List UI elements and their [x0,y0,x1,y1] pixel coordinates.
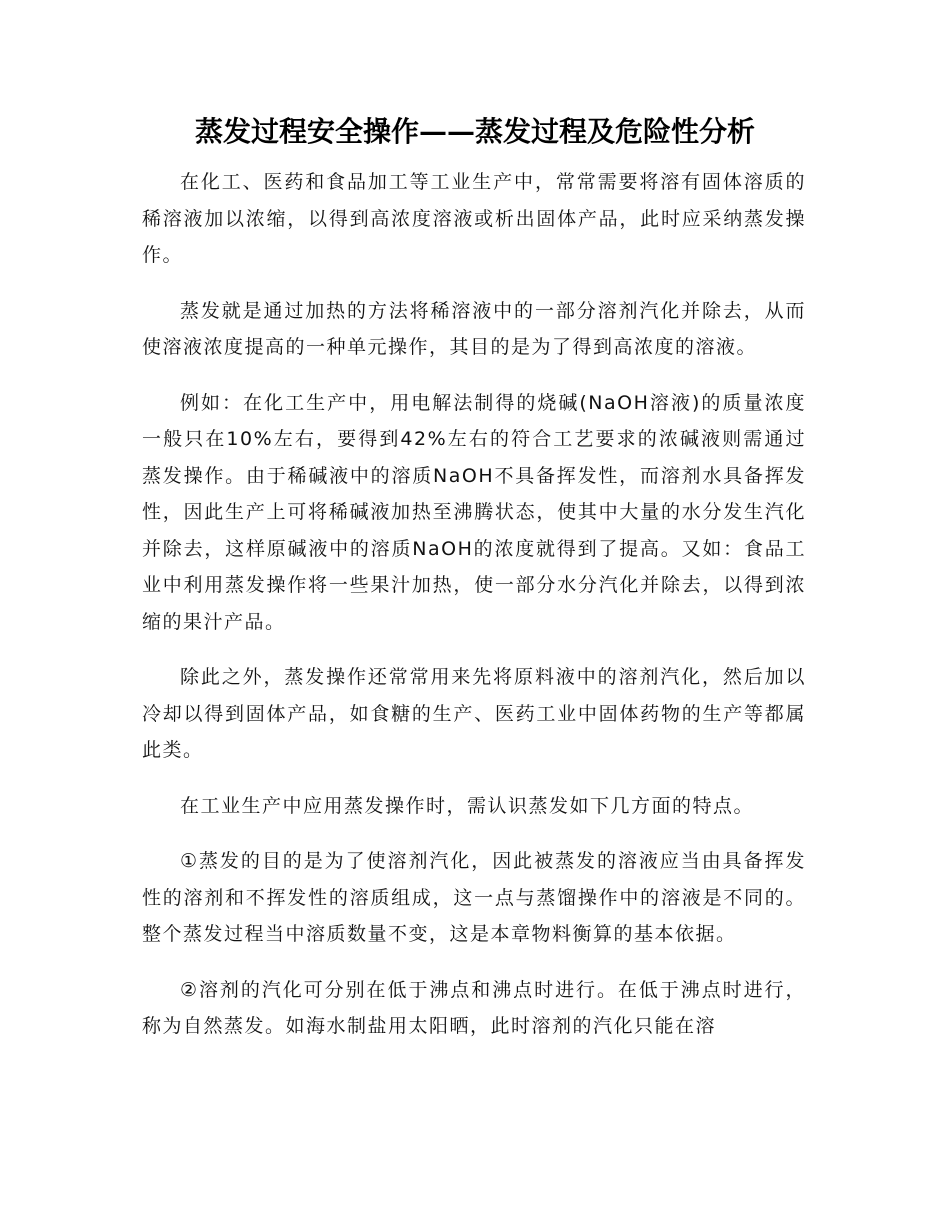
paragraph-features-intro: 在工业生产中应用蒸发操作时，需认识蒸发如下几方面的特点。 [180,794,755,817]
paragraph-definition: 蒸发就是通过加热的方法将稀溶液中的一部分溶剂汽化并除去，从而使溶液浓度提高的一种单元操作，其目的是为了得到高浓度的溶液。 [142,299,806,358]
paragraph-feature-1: ①蒸发的目的是为了使溶剂汽化，因此被蒸发的溶液应当由具备挥发性的溶剂和不挥发性的溶质组成，这一点与蒸馏操作中的溶液是不同的。整个蒸发过程当中溶质数量不变，这是本章物料衡算的基本依据。 [142,850,806,945]
paragraph-intro: 在化工、医药和食品加工等工业生产中，常常需要将溶有固体溶质的稀溶液加以浓缩，以得到高浓度溶液或析出固体产品，此时应采纳蒸发操作。 [142,171,806,266]
paragraph-example: 例如：在化工生产中，用电解法制得的烧碱(NaOH溶液)的质量浓度一般只在10%左右，要得到42%左右的符合工艺要求的浓碱液则需通过蒸发操作。由于稀碱液中的溶质NaOH不具备挥发性，而溶剂水具备挥发性，因此生产上可将稀碱液加热至沸腾状态，使其中大量的水分发生汽化并除去，这样原碱液中的溶质NaOH的浓度就得到了提高。又如：食品工业中利用蒸发操作将一些果汁加热，使一部分水分汽化并除去，以得到浓缩的果汁产品。 [142,391,806,633]
document-title: 蒸发过程安全操作——蒸发过程及危险性分析 [194,115,755,148]
document-body [142,164,806,1064]
paragraph-feature-2: ②溶剂的汽化可分别在低于沸点和沸点时进行。在低于沸点时进行，称为自然蒸发。如海水制盐用太阳晒，此时溶剂的汽化只能在溶 [142,978,806,1037]
paragraph-additional-use: 除此之外，蒸发操作还常常用来先将原料液中的溶剂汽化，然后加以冷却以得到固体产品，如食糖的生产、医药工业中固体药物的生产等都属此类。 [142,666,806,761]
